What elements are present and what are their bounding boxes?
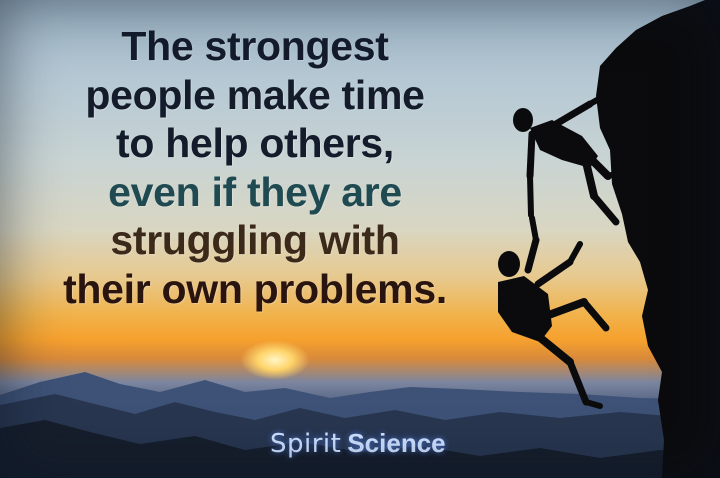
brand-spirit: Spirit xyxy=(270,429,342,459)
quote-line-6: their own problems. xyxy=(63,265,447,312)
brand-science: Science xyxy=(347,428,446,458)
quote-line-3: to help others, xyxy=(116,120,394,166)
quote-line-1: The strongest xyxy=(121,23,389,69)
quote-line-2: people make time xyxy=(85,71,425,118)
quote-line-4: even if they are xyxy=(108,168,402,215)
quote-line-5: struggling with xyxy=(110,217,400,263)
brand-logo xyxy=(270,428,446,459)
lower-climber xyxy=(498,218,606,406)
motivational-quote xyxy=(0,22,510,313)
